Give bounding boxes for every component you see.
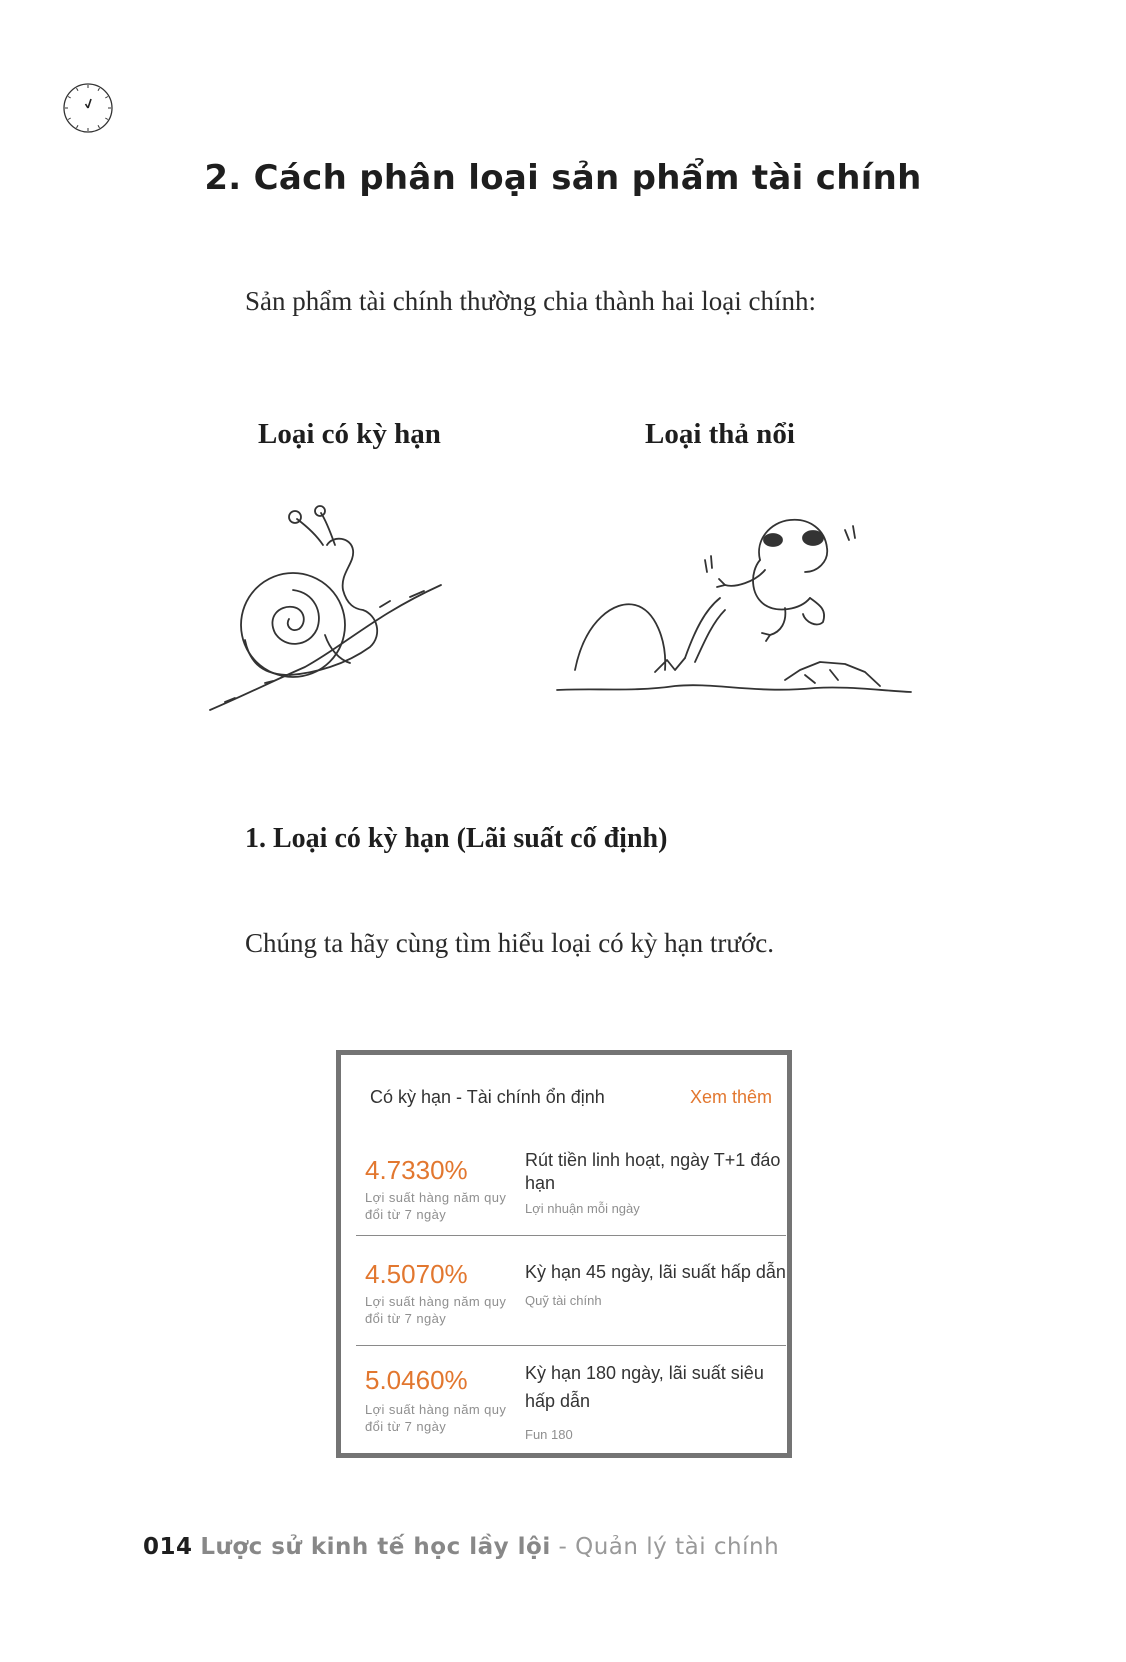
rate-value: 4.7330% xyxy=(365,1155,468,1185)
product-tag: Fun 180 xyxy=(525,1427,573,1442)
chapter-title: Quản lý tài chính xyxy=(575,1534,780,1560)
snail-icon xyxy=(205,505,445,715)
book-title: Lược sử kinh tế học lầy lội xyxy=(200,1534,551,1560)
product-card xyxy=(336,1050,792,1458)
product-tag: Lợi nhuận mỗi ngày xyxy=(525,1201,640,1216)
rate-note: Lợi suất hàng năm quy đổi từ 7 ngày xyxy=(365,1402,507,1434)
see-more-link[interactable]: Xem thêm xyxy=(689,1087,772,1107)
product-description: Kỳ hạn 45 ngày, lãi suất hấp dẫn xyxy=(525,1262,786,1282)
type-label-fixed: Loại có kỳ hạn xyxy=(258,418,441,450)
card-title: Có kỳ hạn - Tài chính ổn định xyxy=(370,1087,605,1107)
paragraph: Chúng ta hãy cùng tìm hiểu loại có kỳ hạn trước. xyxy=(245,928,775,958)
intro-text: Sản phẩm tài chính thường chia thành hai loại chính: xyxy=(245,286,817,316)
rate-value: 5.0460% xyxy=(365,1365,468,1395)
product-tag: Quỹ tài chính xyxy=(525,1293,602,1308)
divider xyxy=(356,1235,786,1236)
clock-icon xyxy=(62,82,114,134)
divider xyxy=(356,1345,786,1346)
rate-value: 4.5070% xyxy=(365,1259,468,1289)
footer-separator: - xyxy=(550,1534,576,1560)
page-number: 014 xyxy=(143,1534,193,1560)
product-description: Rút tiền linh hoạt, ngày T+1 đáo hạn xyxy=(525,1150,781,1193)
page-footer xyxy=(143,1534,779,1560)
frog-icon xyxy=(555,510,915,715)
rate-note: Lợi suất hàng năm quy đổi từ 7 ngày xyxy=(365,1294,507,1326)
type-label-floating: Loại thả nổi xyxy=(645,418,795,450)
section-title: 2. Cách phân loại sản phẩm tài chính xyxy=(204,158,922,198)
rate-note: Lợi suất hàng năm quy đổi từ 7 ngày xyxy=(365,1190,507,1222)
subheading: 1. Loại có kỳ hạn (Lãi suất cố định) xyxy=(245,823,668,854)
product-description: Kỳ hạn 180 ngày, lãi suất siêu hấp dẫn xyxy=(525,1363,764,1411)
